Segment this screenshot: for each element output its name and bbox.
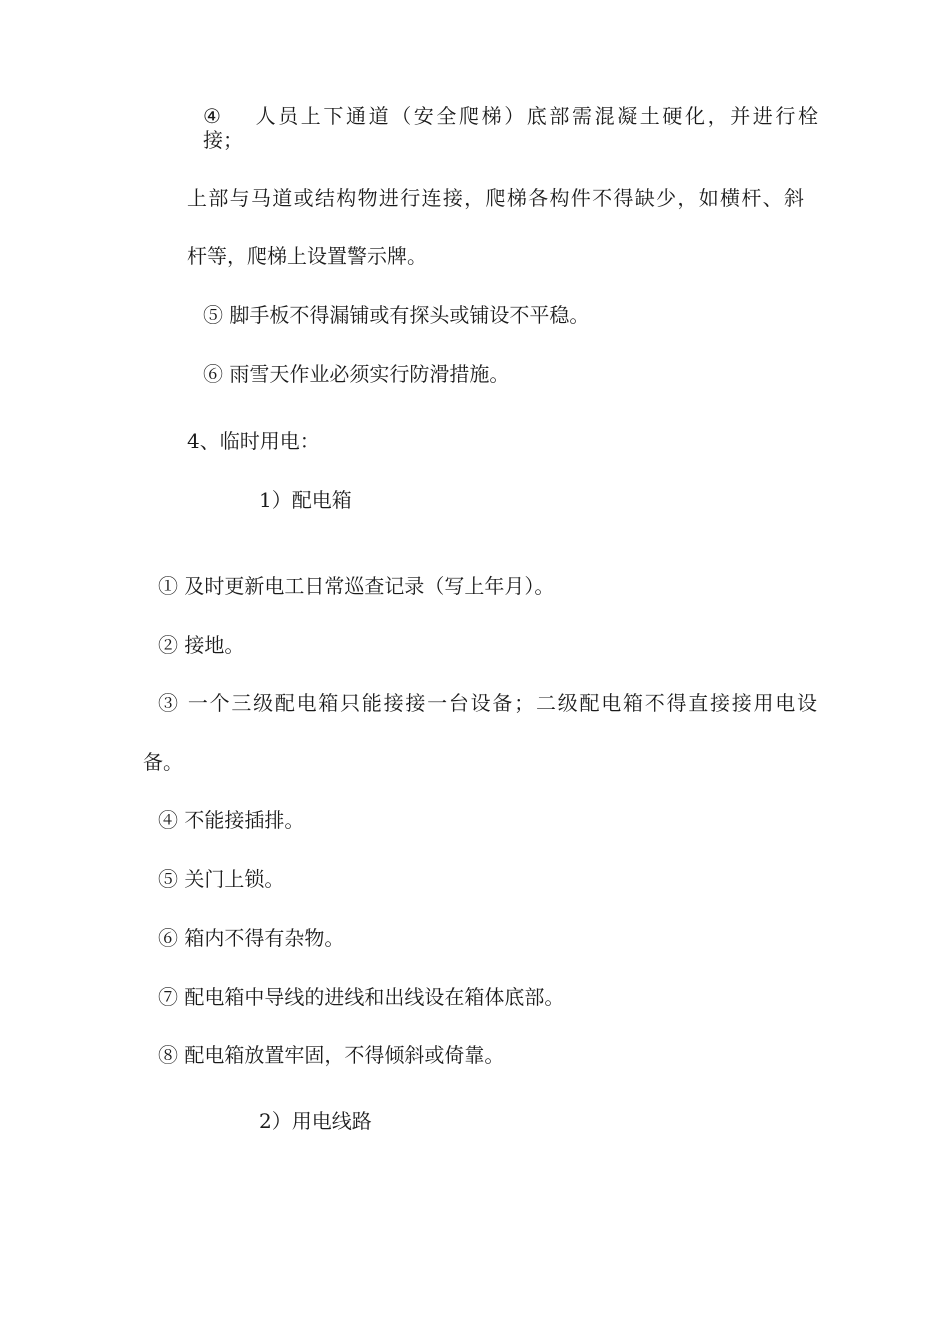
distribution-box-item-1: ① 及时更新电工日常巡查记录（写上年月）。 bbox=[158, 574, 555, 598]
scaffold-item-6: ⑥ 雨雪天作业必须实行防滑措施。 bbox=[203, 362, 510, 386]
scaffold-item-4-text: 人员上下通道（安全爬梯）底部需混凝土硬化，并进行栓 bbox=[253, 104, 818, 128]
subsection-2-heading: 2）用电线路 bbox=[259, 1109, 372, 1133]
distribution-box-item-8: ⑧ 配电箱放置牢固，不得倾斜或倚靠。 bbox=[158, 1043, 505, 1067]
distribution-box-item-5: ⑤ 关门上锁。 bbox=[158, 867, 285, 891]
scaffold-item-4-continuation: 接； bbox=[203, 128, 243, 152]
distribution-box-item-2: ② 接地。 bbox=[158, 633, 245, 657]
scaffold-item-4 bbox=[203, 104, 818, 152]
section-4-heading: 4、临时用电： bbox=[187, 429, 320, 453]
distribution-box-item-4: ④ 不能接插排。 bbox=[158, 808, 305, 832]
scaffold-item-4-marker: ④ bbox=[203, 104, 221, 128]
distribution-box-item-3: ③ 一个三级配电箱只能接接一台设备；二级配电箱不得直接接用电设 bbox=[158, 691, 817, 715]
scaffold-item-4-first-line bbox=[203, 104, 818, 128]
scaffold-item-4-line-3: 杆等，爬梯上设置警示牌。 bbox=[187, 244, 427, 268]
distribution-box-item-7: ⑦ 配电箱中导线的进线和出线设在箱体底部。 bbox=[158, 985, 565, 1009]
scaffold-item-4-line-2: 上部与马道或结构物进行连接，爬梯各构件不得缺少，如横杆、斜 bbox=[187, 186, 804, 210]
subsection-1-heading: 1）配电箱 bbox=[259, 488, 352, 512]
distribution-box-item-6: ⑥ 箱内不得有杂物。 bbox=[158, 926, 345, 950]
distribution-box-item-3-continuation: 备。 bbox=[143, 750, 183, 774]
scaffold-item-5: ⑤ 脚手板不得漏铺或有探头或铺设不平稳。 bbox=[203, 303, 590, 327]
